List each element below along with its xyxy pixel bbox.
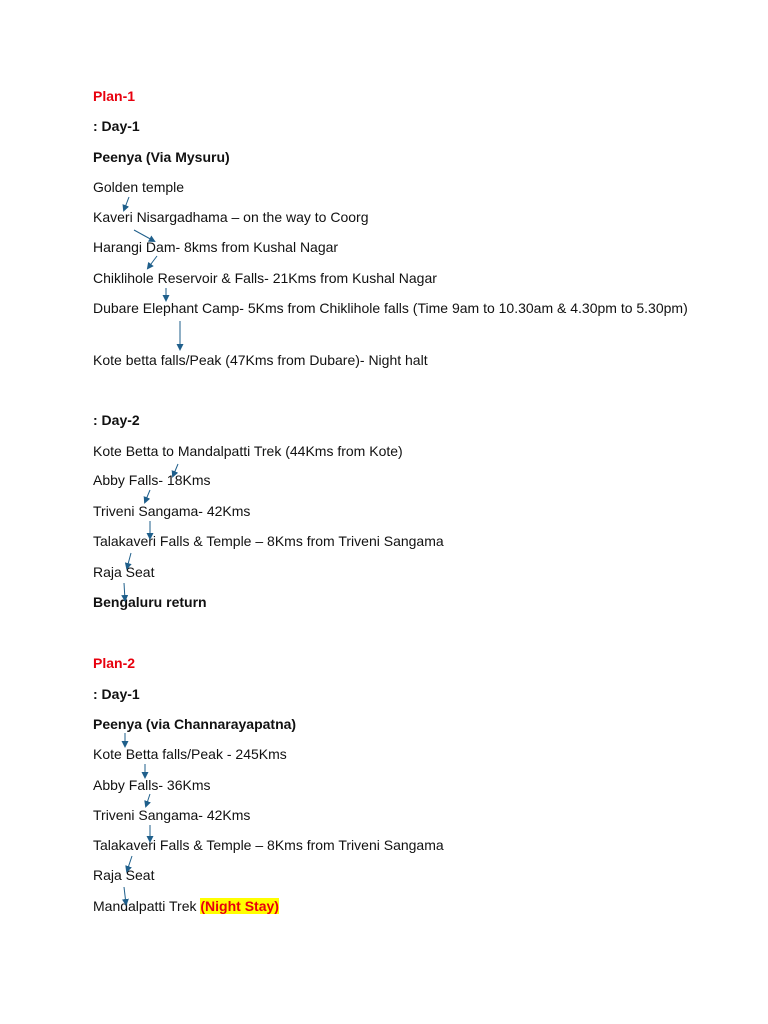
plan2-day1-stop: Raja Seat bbox=[93, 867, 155, 883]
plan2-day1-stop: Triveni Sangama- 42Kms bbox=[93, 807, 251, 823]
plan1-day2-stop: Abby Falls- 18Kms bbox=[93, 472, 211, 488]
plan1-day1-stop: Chiklihole Reservoir & Falls- 21Kms from Kushal Nagar bbox=[93, 270, 437, 286]
plan1-day1-start: Peenya (Via Mysuru) bbox=[93, 149, 230, 165]
plan2-day1-start: Peenya (via Channarayapatna) bbox=[93, 716, 297, 732]
plan1-title: Plan-1 bbox=[93, 88, 136, 104]
plan1-day1-stop: Kote betta falls/Peak (47Kms from Dubare)- Night halt bbox=[93, 352, 428, 368]
plan1-day1-stop: Golden temple bbox=[93, 179, 185, 195]
plan2-day1-label: : Day-1 bbox=[93, 686, 140, 702]
plan1-day1-label: : Day-1 bbox=[93, 118, 140, 134]
plan1-day2-stop: Talakaveri Falls & Temple – 8Kms from Triveni Sangama bbox=[93, 533, 444, 549]
plan1-day2-end: Bengaluru return bbox=[93, 594, 207, 610]
plan1-day1-stop: Dubare Elephant Camp- 5Kms from Chiklihole falls (Time 9am to 10.30am & 4.30pm to 5.30pm) bbox=[93, 300, 688, 316]
plan2-day1-stop: Talakaveri Falls & Temple – 8Kms from Triveni Sangama bbox=[93, 837, 444, 853]
plan1-day2-stop: Kote Betta to Mandalpatti Trek (44Kms from Kote) bbox=[93, 443, 403, 459]
plan2-day1-last-stop: Mandalpatti Trek bbox=[93, 898, 201, 914]
plan2-day1-stop: Kote Betta falls/Peak - 245Kms bbox=[93, 746, 287, 762]
plan2-day1-final-line bbox=[93, 896, 279, 916]
plan2-title: Plan-2 bbox=[93, 655, 136, 671]
plan1-day1-stop: Harangi Dam- 8kms from Kushal Nagar bbox=[93, 239, 339, 255]
plan1-day2-stop: Raja Seat bbox=[93, 564, 155, 580]
plan1-day2-stop: Triveni Sangama- 42Kms bbox=[93, 503, 251, 519]
route-arrow bbox=[148, 256, 157, 268]
plan1-day1-stop: Kaveri Nisargadhama – on the way to Coorg bbox=[93, 209, 369, 225]
night-stay-highlight: (Night Stay) bbox=[200, 898, 279, 914]
plan1-day2-label: : Day-2 bbox=[93, 412, 140, 428]
plan2-day1-stop: Abby Falls- 36Kms bbox=[93, 777, 211, 793]
